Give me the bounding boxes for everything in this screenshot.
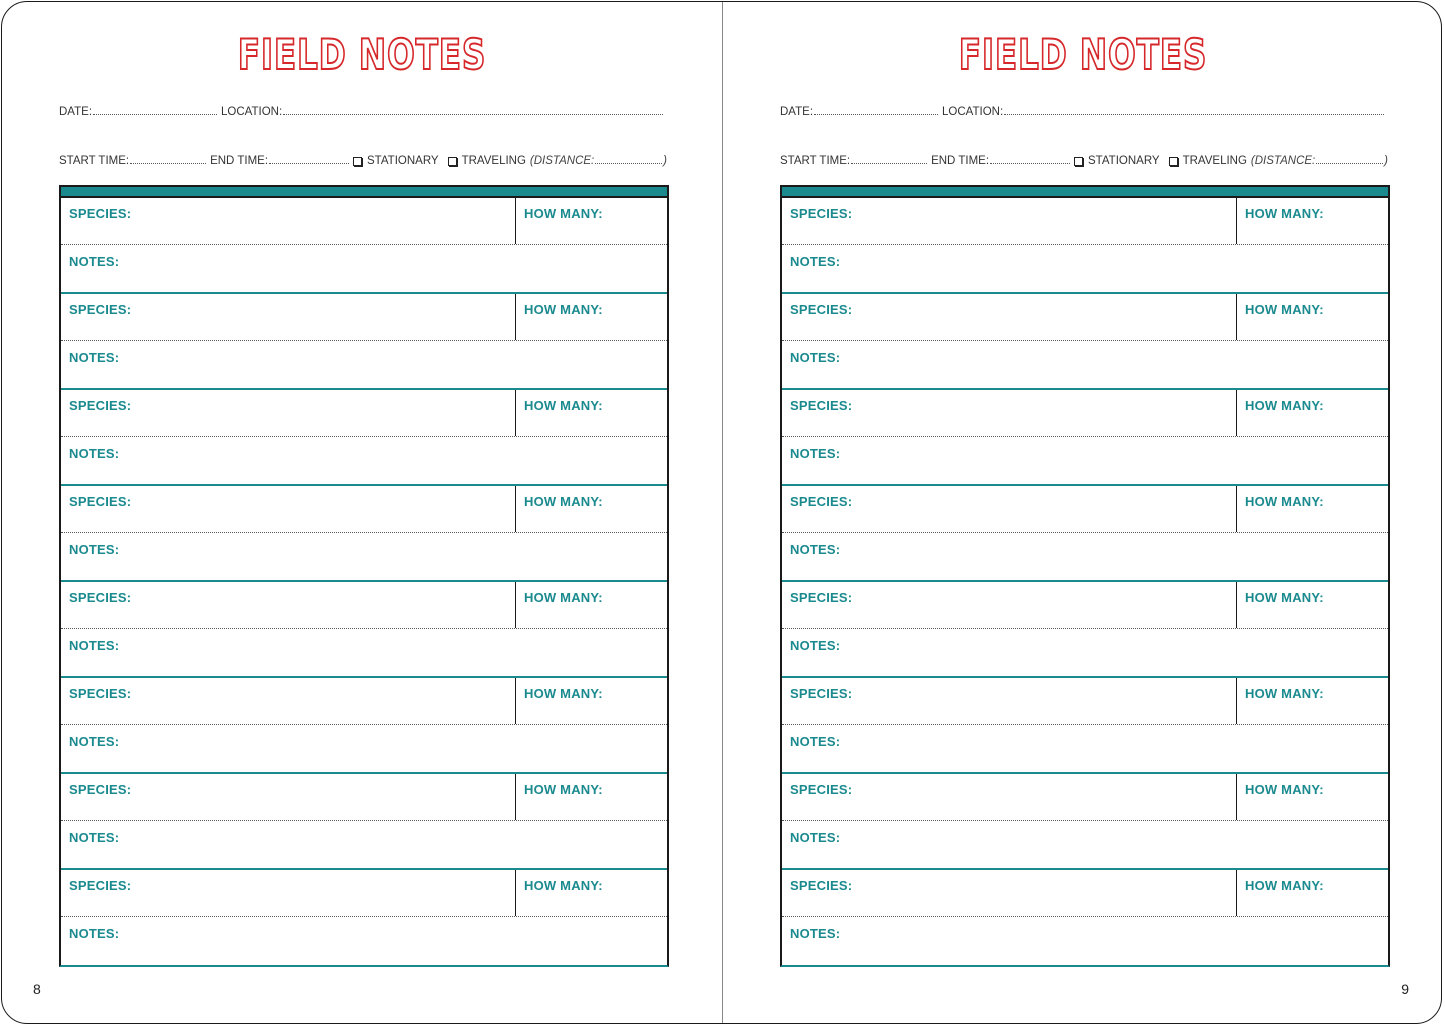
how-many-label: HOW MANY:	[524, 206, 603, 221]
species-field[interactable]	[782, 774, 1237, 820]
distance-close: )	[1384, 155, 1388, 167]
traveling-checkbox[interactable]	[1169, 157, 1178, 166]
how-many-label: HOW MANY:	[1245, 302, 1324, 317]
species-row	[782, 774, 1388, 821]
notes-label: NOTES:	[790, 446, 841, 461]
sighting-entry	[782, 486, 1388, 582]
traveling-label: TRAVELING	[461, 155, 526, 167]
species-row	[61, 294, 667, 341]
notes-label: NOTES:	[790, 926, 841, 941]
species-label: SPECIES:	[790, 494, 853, 509]
sighting-entry	[782, 582, 1388, 678]
how-many-field[interactable]	[1237, 390, 1388, 436]
end-time-field[interactable]	[990, 162, 1070, 164]
stationary-label: STATIONARY	[367, 155, 439, 167]
species-label: SPECIES:	[790, 398, 853, 413]
species-row	[61, 198, 667, 245]
sighting-entry	[782, 198, 1388, 294]
distance-field[interactable]	[595, 162, 662, 164]
location-field[interactable]	[283, 113, 663, 115]
traveling-checkbox[interactable]	[448, 157, 457, 166]
notes-field[interactable]	[61, 533, 667, 580]
notes-label: NOTES:	[69, 254, 120, 269]
date-label: DATE:	[59, 106, 93, 118]
notes-label: NOTES:	[69, 638, 120, 653]
how-many-field[interactable]	[516, 486, 667, 532]
how-many-label: HOW MANY:	[1245, 878, 1324, 893]
distance-close: )	[663, 155, 667, 167]
species-field[interactable]	[782, 390, 1237, 436]
location-field[interactable]	[1004, 113, 1384, 115]
stationary-label: STATIONARY	[1088, 155, 1160, 167]
notes-label: NOTES:	[790, 254, 841, 269]
how-many-field[interactable]	[1237, 582, 1388, 628]
species-label: SPECIES:	[790, 590, 853, 605]
species-label: SPECIES:	[69, 590, 132, 605]
how-many-label: HOW MANY:	[1245, 398, 1324, 413]
how-many-label: HOW MANY:	[524, 302, 603, 317]
notes-field[interactable]	[782, 821, 1388, 868]
species-row	[782, 390, 1388, 437]
species-label: SPECIES:	[69, 494, 132, 509]
notes-label: NOTES:	[69, 734, 120, 749]
how-many-field[interactable]	[516, 390, 667, 436]
species-label: SPECIES:	[790, 206, 853, 221]
end-time-label: END TIME:	[931, 155, 990, 167]
species-row	[782, 198, 1388, 245]
sighting-entry	[61, 390, 667, 486]
time-mode-row	[59, 155, 667, 167]
species-field[interactable]	[782, 486, 1237, 532]
species-row	[61, 870, 667, 917]
notes-label: NOTES:	[69, 926, 120, 941]
how-many-label: HOW MANY:	[524, 782, 603, 797]
how-many-field[interactable]	[516, 678, 667, 724]
distance-label: (DISTANCE:	[529, 155, 595, 167]
how-many-field[interactable]	[516, 582, 667, 628]
right-page	[723, 2, 1442, 1023]
species-label: SPECIES:	[69, 686, 132, 701]
species-field[interactable]	[782, 294, 1237, 340]
species-label: SPECIES:	[69, 398, 132, 413]
species-label: SPECIES:	[69, 206, 132, 221]
how-many-field[interactable]	[1237, 774, 1388, 820]
notes-field[interactable]	[61, 917, 667, 964]
species-row	[782, 870, 1388, 917]
species-row	[782, 582, 1388, 629]
species-label: SPECIES:	[69, 782, 132, 797]
sightings-table	[59, 185, 669, 967]
how-many-field[interactable]	[1237, 294, 1388, 340]
species-label: SPECIES:	[790, 782, 853, 797]
species-field[interactable]	[782, 582, 1237, 628]
species-row	[782, 678, 1388, 725]
species-row	[61, 486, 667, 533]
sighting-entry	[61, 870, 667, 966]
species-label: SPECIES:	[69, 302, 132, 317]
entries-container	[782, 198, 1388, 966]
date-label: DATE:	[780, 106, 814, 118]
notes-field[interactable]	[61, 341, 667, 388]
notes-field[interactable]	[782, 629, 1388, 676]
how-many-label: HOW MANY:	[524, 398, 603, 413]
how-many-field[interactable]	[516, 870, 667, 916]
sighting-entry	[782, 390, 1388, 486]
notes-field[interactable]	[61, 725, 667, 772]
sighting-entry	[782, 870, 1388, 966]
page-title: FIELD NOTES	[237, 30, 487, 79]
start-time-label: START TIME:	[780, 155, 851, 167]
notebook-spread	[1, 1, 1442, 1024]
species-field[interactable]	[61, 294, 516, 340]
how-many-label: HOW MANY:	[1245, 494, 1324, 509]
date-location-row	[780, 106, 1388, 118]
start-time-field[interactable]	[851, 162, 927, 164]
species-label: SPECIES:	[790, 686, 853, 701]
notes-label: NOTES:	[69, 830, 120, 845]
how-many-field[interactable]	[1237, 870, 1388, 916]
table-header-bar	[782, 185, 1388, 198]
notes-field[interactable]	[61, 437, 667, 484]
notes-field[interactable]	[782, 725, 1388, 772]
how-many-label: HOW MANY:	[1245, 206, 1324, 221]
notes-label: NOTES:	[790, 542, 841, 557]
notes-field[interactable]	[782, 341, 1388, 388]
sighting-entry	[782, 774, 1388, 870]
notes-label: NOTES:	[69, 542, 120, 557]
notes-field[interactable]	[61, 245, 667, 292]
species-field[interactable]	[61, 486, 516, 532]
notes-field[interactable]	[782, 533, 1388, 580]
notes-field[interactable]	[782, 245, 1388, 292]
species-row	[782, 486, 1388, 533]
notes-field[interactable]	[61, 821, 667, 868]
location-label: LOCATION:	[221, 106, 283, 118]
notes-field[interactable]	[782, 437, 1388, 484]
stationary-checkbox[interactable]	[353, 157, 362, 166]
species-label: SPECIES:	[790, 302, 853, 317]
species-field[interactable]	[61, 390, 516, 436]
how-many-label: HOW MANY:	[524, 878, 603, 893]
how-many-label: HOW MANY:	[1245, 686, 1324, 701]
sighting-entry	[61, 294, 667, 390]
location-label: LOCATION:	[942, 106, 1004, 118]
date-field[interactable]	[93, 113, 217, 115]
notes-label: NOTES:	[790, 734, 841, 749]
species-row	[61, 774, 667, 821]
distance-field[interactable]	[1316, 162, 1383, 164]
sighting-entry	[61, 198, 667, 294]
end-time-label: END TIME:	[210, 155, 269, 167]
page-title: FIELD NOTES	[958, 30, 1208, 79]
stationary-checkbox[interactable]	[1074, 157, 1083, 166]
page-number: 9	[1401, 981, 1409, 997]
species-row	[61, 390, 667, 437]
species-field[interactable]	[61, 870, 516, 916]
how-many-label: HOW MANY:	[1245, 590, 1324, 605]
species-row	[61, 582, 667, 629]
notes-label: NOTES:	[790, 638, 841, 653]
entries-container	[61, 198, 667, 966]
how-many-field[interactable]	[1237, 486, 1388, 532]
species-field[interactable]	[61, 582, 516, 628]
how-many-label: HOW MANY:	[524, 686, 603, 701]
notes-label: NOTES:	[69, 446, 120, 461]
sighting-entry	[61, 774, 667, 870]
species-label: SPECIES:	[69, 878, 132, 893]
notes-label: NOTES:	[790, 830, 841, 845]
how-many-field[interactable]	[516, 198, 667, 244]
sightings-table	[780, 185, 1390, 967]
date-location-row	[59, 106, 667, 118]
time-mode-row	[780, 155, 1388, 167]
how-many-field[interactable]	[516, 294, 667, 340]
table-header-bar	[61, 185, 667, 198]
distance-label: (DISTANCE:	[1250, 155, 1316, 167]
how-many-label: HOW MANY:	[524, 494, 603, 509]
species-field[interactable]	[782, 198, 1237, 244]
how-many-field[interactable]	[1237, 198, 1388, 244]
notes-label: NOTES:	[69, 350, 120, 365]
species-field[interactable]	[61, 774, 516, 820]
start-time-field[interactable]	[130, 162, 206, 164]
sighting-entry	[782, 294, 1388, 390]
date-field[interactable]	[814, 113, 938, 115]
page-number: 8	[33, 981, 41, 997]
species-field[interactable]	[782, 870, 1237, 916]
left-page	[2, 2, 722, 1023]
start-time-label: START TIME:	[59, 155, 130, 167]
sighting-entry	[61, 582, 667, 678]
species-field[interactable]	[61, 678, 516, 724]
species-row	[782, 294, 1388, 341]
notes-label: NOTES:	[790, 350, 841, 365]
sighting-entry	[61, 678, 667, 774]
species-field[interactable]	[782, 678, 1237, 724]
how-many-label: HOW MANY:	[524, 590, 603, 605]
end-time-field[interactable]	[269, 162, 349, 164]
notes-field[interactable]	[61, 629, 667, 676]
sighting-entry	[782, 678, 1388, 774]
how-many-field[interactable]	[1237, 678, 1388, 724]
traveling-label: TRAVELING	[1182, 155, 1247, 167]
how-many-field[interactable]	[516, 774, 667, 820]
species-field[interactable]	[61, 198, 516, 244]
notes-field[interactable]	[782, 917, 1388, 964]
sighting-entry	[61, 486, 667, 582]
how-many-label: HOW MANY:	[1245, 782, 1324, 797]
species-label: SPECIES:	[790, 878, 853, 893]
species-row	[61, 678, 667, 725]
